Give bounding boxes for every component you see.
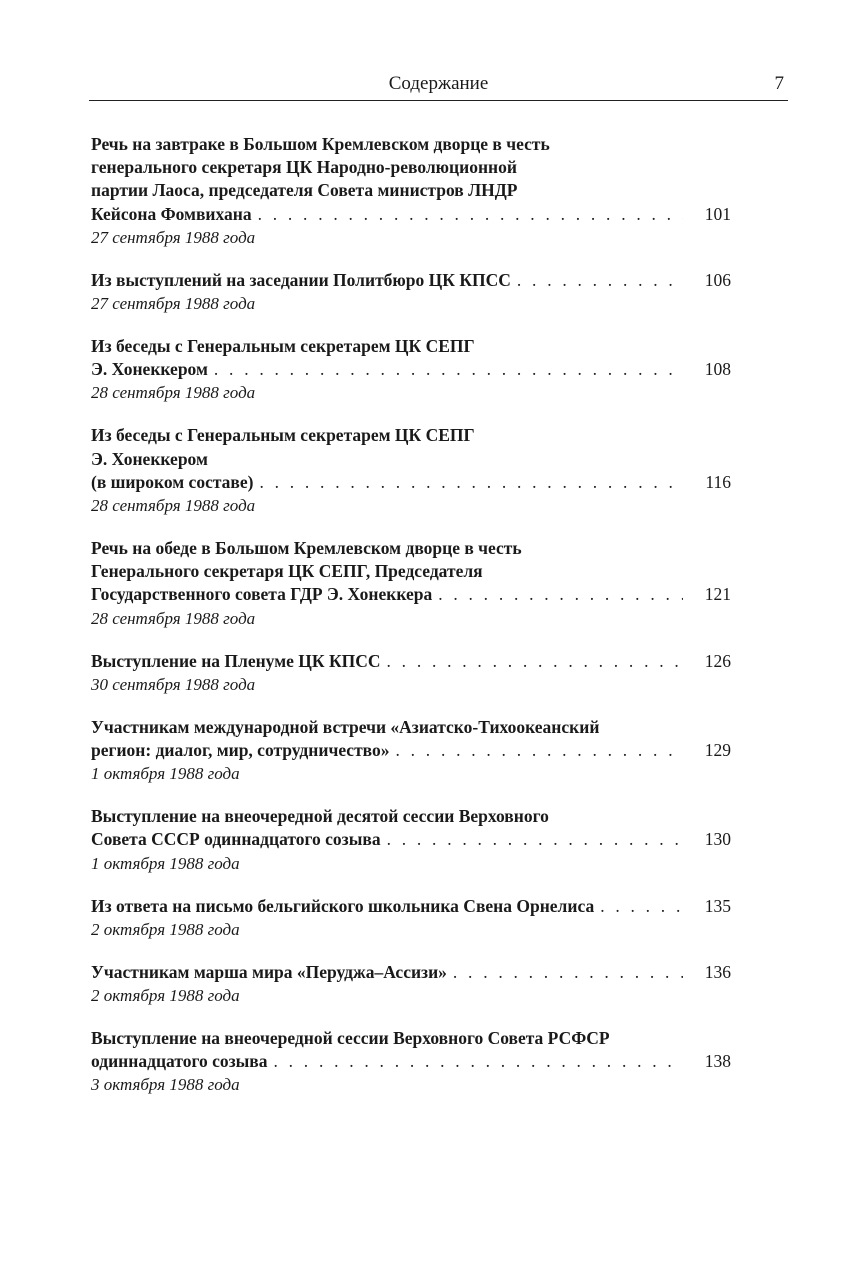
dot-leader [517, 269, 683, 292]
entry-title-line: Выступление на внеочередной сессии Верховного Совета РСФСР [91, 1028, 610, 1049]
entry-title-last-line [91, 203, 731, 226]
entry-page-number[interactable]: 116 [705, 471, 731, 492]
table-of-contents [91, 133, 731, 1116]
dot-leader [274, 1050, 684, 1073]
entry-title-last-line [91, 583, 731, 606]
toc-entry[interactable] [91, 424, 731, 517]
entry-page-number[interactable]: 138 [704, 1051, 731, 1072]
entry-title [91, 424, 731, 494]
toc-entry[interactable] [91, 716, 731, 785]
dot-leader [258, 203, 683, 226]
toc-entry[interactable] [91, 961, 731, 1007]
toc-entry[interactable] [91, 805, 731, 874]
entry-title-line: Участникам марша мира «Перуджа–Ассизи» [91, 961, 447, 982]
entry-title-last-line [91, 1050, 731, 1073]
toc-entry[interactable] [91, 133, 731, 249]
entry-title-last-line [91, 358, 731, 381]
entry-title-last-line [91, 961, 731, 984]
entry-page-number[interactable]: 106 [704, 269, 731, 290]
entry-date: 3 октября 1988 года [91, 1075, 240, 1095]
entry-title [91, 269, 731, 292]
entry-title-last-line [91, 895, 731, 918]
entry-title-line: партии Лаоса, председателя Совета министров ЛНДР [91, 180, 518, 201]
entry-title [91, 335, 731, 381]
dot-leader [387, 650, 683, 673]
entry-date: 28 сентября 1988 года [91, 496, 256, 516]
entry-title-last-line [91, 269, 731, 292]
entry-title [91, 650, 731, 673]
entry-title-last-line [91, 471, 731, 494]
entry-title-line: Из выступлений на заседании Политбюро ЦК КПСС [91, 269, 511, 290]
running-header [89, 72, 788, 101]
entry-page-number[interactable]: 130 [704, 829, 731, 850]
entry-page-number[interactable]: 126 [704, 650, 731, 671]
dot-leader [396, 739, 684, 762]
entry-title-line: Э. Хонеккером [91, 448, 208, 469]
dot-leader [453, 961, 683, 984]
page-number: 7 [774, 73, 784, 94]
entry-page-number[interactable]: 135 [704, 895, 731, 916]
entry-date: 27 сентября 1988 года [91, 227, 256, 247]
entry-title-line: регион: диалог, мир, сотрудничество» [91, 740, 390, 761]
entry-title-line: Из беседы с Генеральным секретарем ЦК СЕПГ [91, 336, 475, 357]
entry-title-line: Выступление на внеочередной десятой сессии Верховного [91, 806, 549, 827]
entry-page-number[interactable]: 136 [704, 961, 731, 982]
entry-title-line: одиннадцатого созыва [91, 1051, 268, 1072]
entry-date: 1 октября 1988 года [91, 853, 240, 873]
entry-date: 27 сентября 1988 года [91, 294, 256, 314]
entry-title [91, 537, 731, 607]
entry-title [91, 1027, 731, 1073]
entry-title-line: Выступление на Пленуме ЦК КПСС [91, 650, 381, 671]
entry-title-line: Кейсона Фомвихана [91, 203, 252, 224]
entry-title-line: (в широком составе) [91, 471, 254, 492]
entry-title-line: Генерального секретаря ЦК СЕПГ, Председателя [91, 561, 483, 582]
dot-leader [438, 583, 683, 606]
entry-date: 28 сентября 1988 года [91, 383, 256, 403]
entry-title-line: Речь на обеде в Большом Кремлевском дворце в честь [91, 538, 522, 559]
toc-entry[interactable] [91, 650, 731, 696]
entry-date: 1 октября 1988 года [91, 764, 240, 784]
entry-page-number[interactable]: 108 [704, 359, 731, 380]
entry-title-line: Из ответа на письмо бельгийского школьника Свена Орнелиса [91, 895, 595, 916]
dot-leader [387, 828, 683, 851]
entry-date: 30 сентября 1988 года [91, 674, 256, 694]
entry-title-line: Э. Хонеккером [91, 359, 208, 380]
entry-date: 2 октября 1988 года [91, 986, 240, 1006]
entry-title [91, 961, 731, 984]
entry-page-number[interactable]: 101 [704, 203, 731, 224]
entry-title-last-line [91, 828, 731, 851]
toc-entry[interactable] [91, 895, 731, 941]
entry-title [91, 895, 731, 918]
entry-title-line: Совета СССР одиннадцатого созыва [91, 829, 381, 850]
toc-entry[interactable] [91, 1027, 731, 1096]
entry-date: 2 октября 1988 года [91, 919, 240, 939]
entry-title-line: Из беседы с Генеральным секретарем ЦК СЕПГ [91, 425, 475, 446]
toc-entry[interactable] [91, 537, 731, 630]
dot-leader [600, 895, 683, 918]
entry-title-last-line [91, 739, 731, 762]
toc-entry[interactable] [91, 335, 731, 404]
entry-title [91, 716, 731, 762]
entry-title-line: Государственного совета ГДР Э. Хонеккера [91, 584, 433, 605]
entry-title [91, 133, 731, 226]
entry-title-line: Участникам международной встречи «Азиатско-Тихоокеанский [91, 716, 600, 737]
entry-title-last-line [91, 650, 731, 673]
dot-leader [214, 358, 683, 381]
toc-entry[interactable] [91, 269, 731, 315]
entry-title [91, 805, 731, 851]
entry-date: 28 сентября 1988 года [91, 608, 256, 628]
entry-page-number[interactable]: 129 [704, 740, 731, 761]
dot-leader [259, 471, 683, 494]
entry-page-number[interactable]: 121 [704, 584, 731, 605]
entry-title-line: Речь на завтраке в Большом Кремлевском дворце в честь [91, 134, 550, 154]
page-title: Содержание [388, 73, 489, 94]
entry-title-line: генерального секретаря ЦК Народно-революционной [91, 157, 517, 178]
